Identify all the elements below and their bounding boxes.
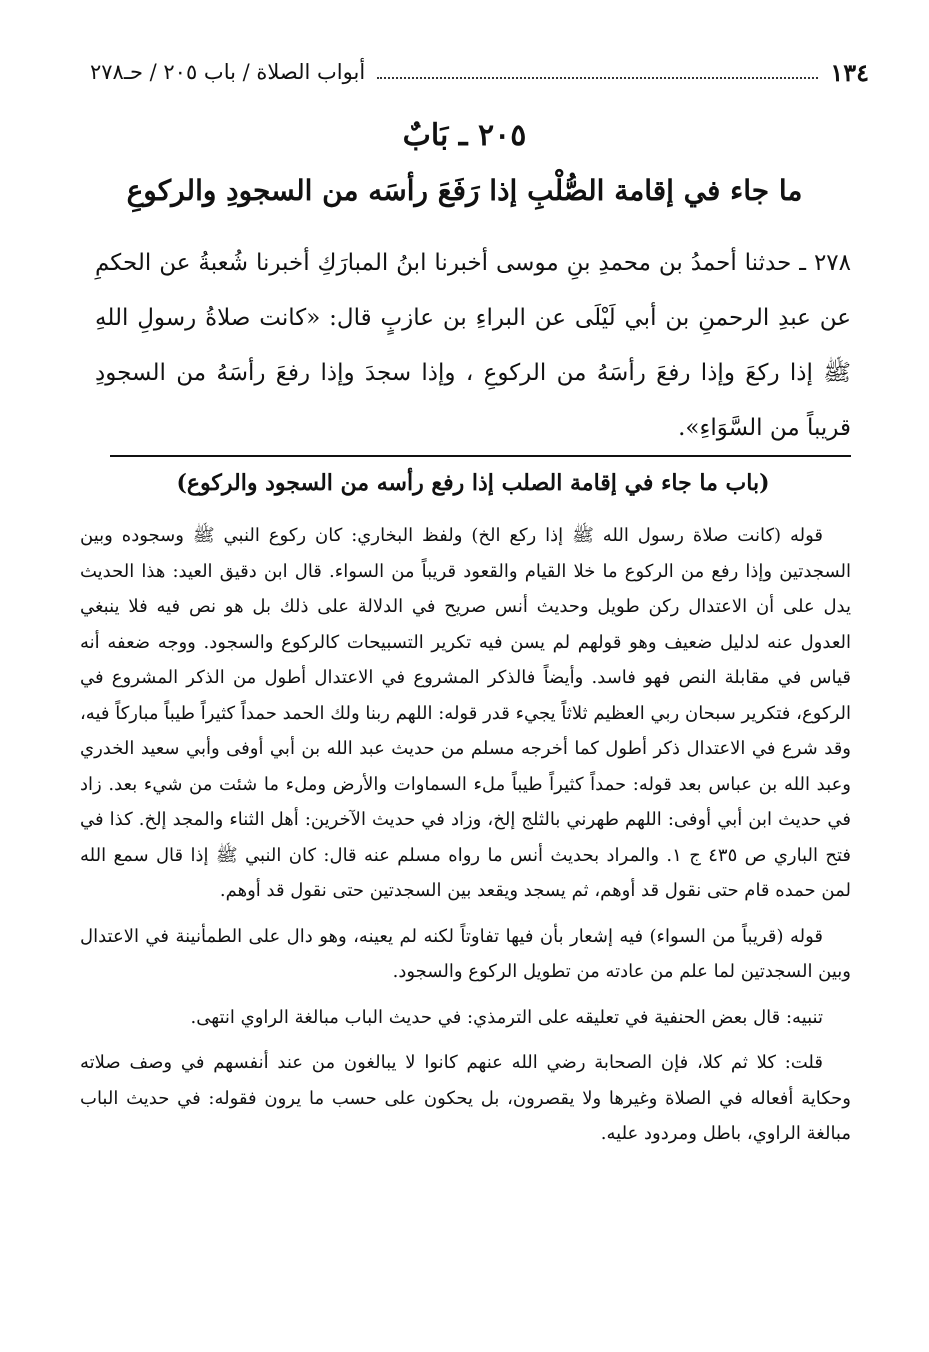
hadith-text: ٢٧٨ ـ حدثنا أحمدُ بن محمدِ بنِ موسى أخبرنا ابنُ المبارَكِ أخبرنا شُعبةُ عن الحكمِ عن عبدِ الرحمنِ بن أبي لَيْلَى عن البراءِ بن عازبٍ قال: «كانت صلاةُ رسولِ اللهِ ﷺ إذا ركعَ وإذا رفعَ رأسَهُ من الركوعِ ، وإذا سجدَ وإذا رفعَ رأسَهُ من السجودِ قريباً من السَّوَاءِ».	[95, 250, 851, 441]
running-header	[90, 52, 869, 92]
commentary-paragraph: قوله (قريباً من السواء) فيه إشعار بأن فيها تفاوتاً لكنه لم يعينه، وهو دال على الطمأنينة في الاعتدال وبين السجدتين لما علم من عادته من تطويل الركوع والسجود.	[80, 925, 851, 982]
commentary-paragraph: قلت: كلا ثم كلا، فإن الصحابة رضي الله عنهم كانوا لا يبالغون من عند أنفسهم في وصف صلاته وحكاية أفعاله في الصلاة وغيرها ولا يقصرون، بل يحكون على حسب ما يرون فقوله: في حديث الباب مبالغة الراوي، باطل ومردود عليه.	[80, 1052, 851, 1144]
header-dot-leader	[377, 77, 818, 79]
chapter-title: ما جاء في إقامة الصُّلْبِ إذا رَفَعَ رأسَه من السجودِ والركوعِ	[126, 174, 803, 207]
commentary-paragraph: تنبيه: قال بعض الحنفية في تعليقه على الترمذي: في حديث الباب مبالغة الراوي انتهى.	[190, 1006, 823, 1028]
section-divider	[110, 455, 851, 457]
commentary-heading: (باب ما جاء في إقامة الصلب إذا رفع رأسه من السجود والركوع)	[176, 470, 770, 496]
commentary-paragraph: قوله (كانت صلاة رسول الله ﷺ إذا ركع الخ) ولفظ البخاري: كان ركوع النبي ﷺ وسجوده وبين السجدتين وإذا رفع من الركوع ما خلا القيام والقعود قريباً من السواء. قال ابن دقيق العيد: هذا الحديث يدل على أن الاعتدال ركن طويل وحديث أنس صريح في الدلالة على ذلك بل هو نص فيه فلا ينبغي العدول عنه لدليل ضعيف وهو قولهم لم يسن فيه تكرير التسبيحات كالركوع والسجود. ووجه ضعفه أنه قياس في مقابلة النص فهو فاسد. وأيضاً فالذكر المشروع في الاعتدال أطول من الذكر المشروع في الركوع، فتكرير سبحان ربي العظيم ثلاثاً يجيء قدر قوله: اللهم ربنا ولك الحمد حمداً كثيراً طيباً مباركاً فيه، وقد شرع في الاعتدال ذكر أطول كما أخرجه مسلم من حديث عبد الله بن أبي أوفى وأبي سعيد الخدري وعبد الله بن عباس بعد قوله: حمداً كثيراً طيباً ملء السماوات والأرض وملء ما شئت من شيء بعد. زاد في حديث ابن أبي أوفى: اللهم طهرني بالثلج إلخ، وزاد في حديث الآخرين: أهل الثناء والمجد إلخ. كذا في فتح الباري ص ٤٣٥ ج ١. والمراد بحديث أنس ما رواه مسلم عنه قال: كان النبي ﷺ إذا قال سمع الله لمن حمده قام حتى نقول قد أوهم، ثم يسجد ويقعد بين السجدتين حتى نقول قد أوهم.	[80, 525, 852, 901]
page-number: ١٣٤	[830, 57, 869, 87]
header-title: أبواب الصلاة / باب ٢٠٥ / حـ٢٧٨	[90, 60, 366, 84]
commentary-body	[80, 518, 851, 1162]
chapter-number: ٢٠٥ ـ بَابٌ	[402, 118, 527, 153]
